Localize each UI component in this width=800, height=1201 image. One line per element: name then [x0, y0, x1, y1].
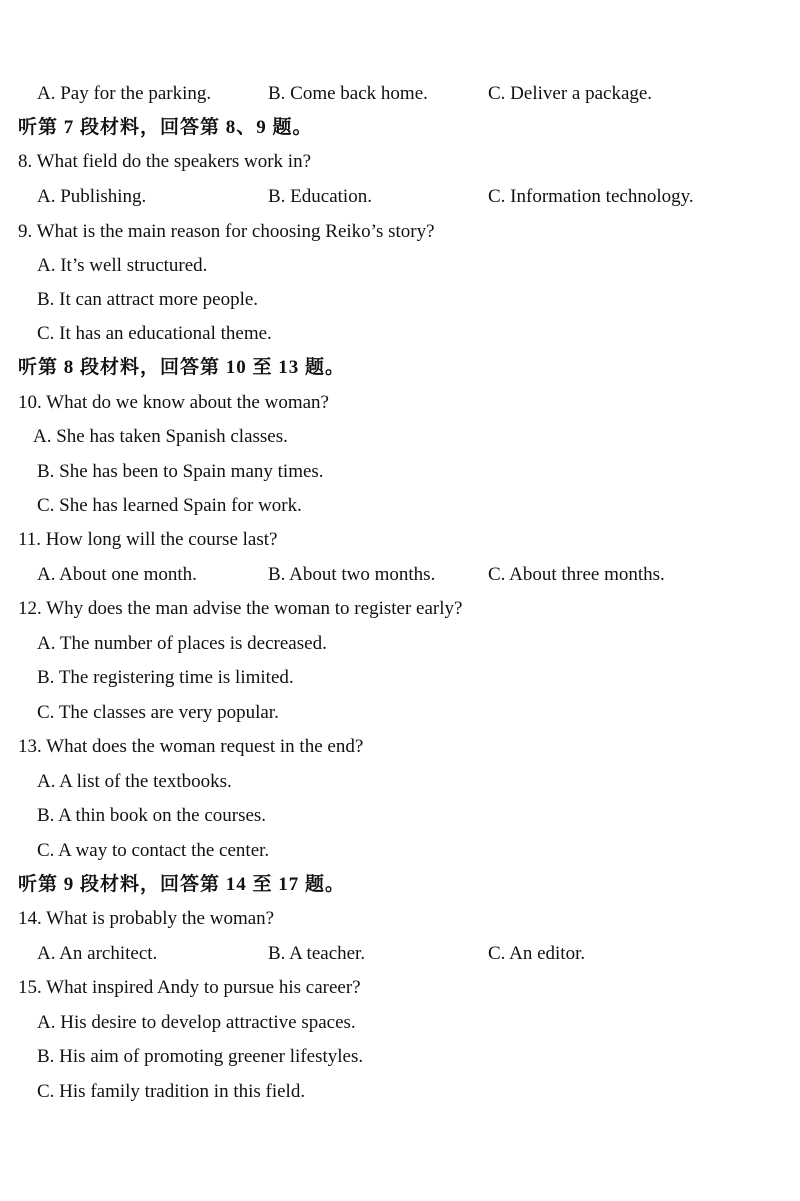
q14-option-a: A. An architect.: [37, 943, 158, 964]
question-12: 12. Why does the man advise the woman to register early?: [18, 598, 463, 619]
question-13: 13. What does the woman request in the end?: [18, 736, 364, 757]
question-9: 9. What is the main reason for choosing Reiko’s story?: [18, 221, 435, 242]
question-11: 11. How long will the course last?: [18, 529, 278, 550]
section-7-heading: 听第 7 段材料，回答第 8、9 题。: [18, 117, 313, 138]
q12-option-b: B. The registering time is limited.: [37, 667, 294, 688]
q12-option-a: A. The number of places is decreased.: [37, 633, 327, 654]
q13-option-b: B. A thin book on the courses.: [37, 805, 267, 826]
q7-option-a: A. Pay for the parking.: [37, 83, 212, 104]
q8-option-a: A. Publishing.: [37, 186, 147, 207]
q8-option-c: C. Information technology.: [488, 186, 694, 207]
q9-option-a: A. It’s well structured.: [37, 255, 208, 276]
q12-option-c: C. The classes are very popular.: [37, 702, 279, 723]
q15-option-a: A. His desire to develop attractive spaces.: [37, 1012, 356, 1033]
q10-option-a: A. She has taken Spanish classes.: [33, 426, 288, 447]
question-10: 10. What do we know about the woman?: [18, 392, 329, 413]
section-9-heading: 听第 9 段材料，回答第 14 至 17 题。: [18, 874, 346, 895]
q8-option-b: B. Education.: [268, 186, 372, 207]
q13-option-c: C. A way to contact the center.: [37, 840, 270, 861]
q14-option-c: C. An editor.: [488, 943, 586, 964]
q11-option-b: B. About two months.: [268, 564, 436, 585]
q11-option-a: A. About one month.: [37, 564, 197, 585]
question-8: 8. What field do the speakers work in?: [18, 151, 312, 172]
question-14: 14. What is probably the woman?: [18, 908, 275, 929]
q11-option-c: C. About three months.: [488, 564, 665, 585]
q7-option-b: B. Come back home.: [268, 83, 428, 104]
q13-option-a: A. A list of the textbooks.: [37, 771, 232, 792]
section-8-heading: 听第 8 段材料，回答第 10 至 13 题。: [18, 357, 346, 378]
q10-option-c: C. She has learned Spain for work.: [37, 495, 302, 516]
q15-option-c: C. His family tradition in this field.: [37, 1081, 306, 1102]
q9-option-b: B. It can attract more people.: [37, 289, 259, 310]
q7-option-c: C. Deliver a package.: [488, 83, 653, 104]
question-15: 15. What inspired Andy to pursue his career?: [18, 977, 361, 998]
q14-option-b: B. A teacher.: [268, 943, 366, 964]
q10-option-b: B. She has been to Spain many times.: [37, 461, 324, 482]
q9-option-c: C. It has an educational theme.: [37, 323, 272, 344]
q15-option-b: B. His aim of promoting greener lifestyles.: [37, 1046, 364, 1067]
